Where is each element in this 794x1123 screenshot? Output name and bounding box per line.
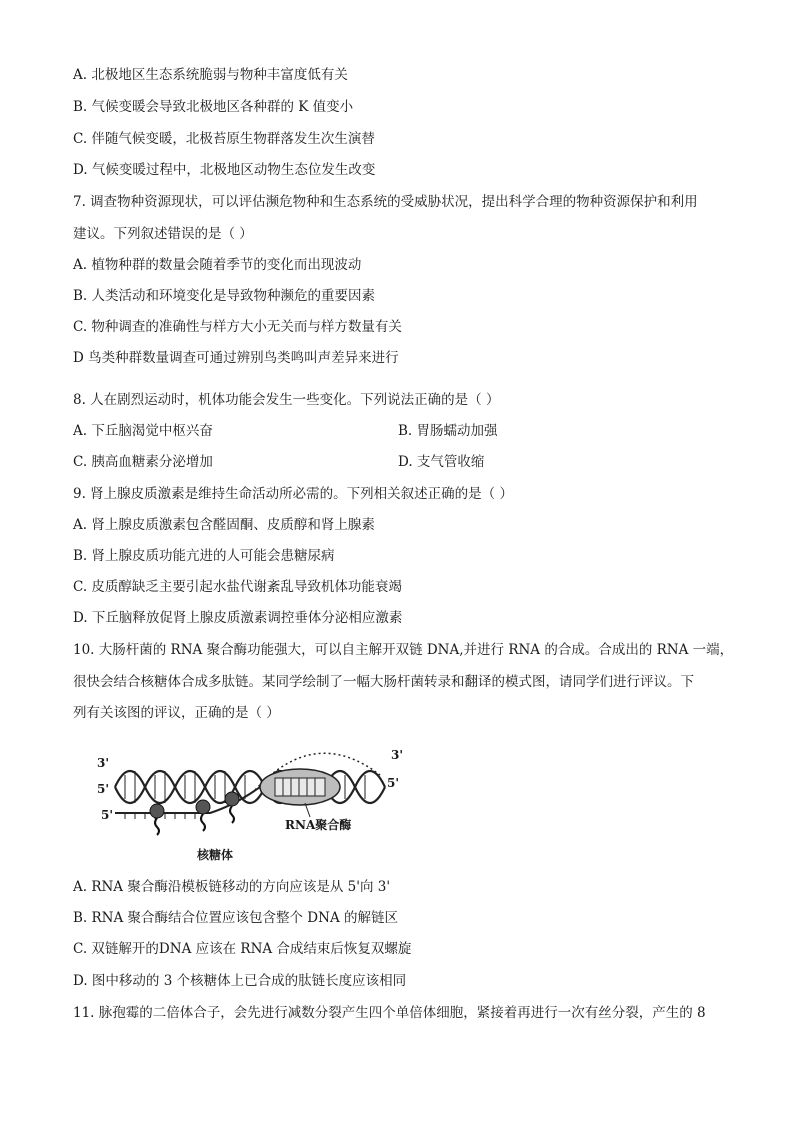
q7-stem-line2: 建议。下列叙述错误的是（ ） [73,226,253,242]
label-3prime-left: 3' [97,756,110,770]
q9-option-c: C. 皮质醇缺乏主要引起水盐代谢紊乱导致机体功能衰竭 [73,579,402,595]
q7-option-c: C. 物种调查的准确性与样方大小无关而与样方数量有关 [73,319,402,335]
q10-stem-line1: 10. 大肠杆菌的 RNA 聚合酶功能强大，可以自主解开双链 DNA,并进行 RNA 的合成。合成出的 RNA 一端， [73,642,734,658]
q9-stem: 9. 肾上腺皮质激素是维持生命活动所必需的。下列相关叙述正确的是（ ） [73,486,513,502]
ribosome-1 [150,804,164,835]
label-5prime-left: 5' [97,782,110,796]
q8-stem: 8. 人在剧烈运动时，机体功能会发生一些变化。下列说法正确的是（ ） [73,392,500,408]
q7-option-a: A. 植物种群的数量会随着季节的变化而出现波动 [73,257,362,273]
q10-option-b: B. RNA 聚合酶结合位置应该包含整个 DNA 的解链区 [73,910,398,926]
q11-stem-line1: 11. 脉孢霉的二倍体合子，会先进行减数分裂产生四个单倍体细胞，紧接着再进行一次有丝分裂，产生的 8 [73,1005,706,1021]
q8-option-c: C. 胰高血糖素分泌增加 [73,454,213,470]
q8-option-a: A. 下丘脑渴觉中枢兴奋 [73,423,213,439]
q9-option-a: A. 肾上腺皮质激素包含醛固酮、皮质醇和肾上腺素 [73,517,375,533]
ribosome-2 [196,800,210,831]
q6-option-b: B. 气候变暖会导致北极地区各种群的 K 值变小 [73,99,354,115]
q7-option-d: D 鸟类种群数量调查可通过辨别鸟类鸣叫声差异来进行 [73,350,399,366]
q10-option-a: A. RNA 聚合酶沿模板链移动的方向应该是从 5'向 3' [73,879,391,895]
label-ribosome: 核糖体 [197,848,234,862]
q9-option-d: D. 下丘脑释放促肾上腺皮质激素调控垂体分泌相应激素 [73,610,403,626]
label-5prime-mrna: 5' [101,808,114,822]
q6-option-c: C. 伴随气候变暖，北极苔原生物群落发生次生演替 [73,131,375,147]
q8-option-d: D. 支气管收缩 [398,454,485,470]
q10-option-d: D. 图中移动的 3 个核糖体上已合成的肽链长度应该相同 [73,973,407,989]
q10-option-c: C. 双链解开的DNA 应该在 RNA 合成结束后恢复双螺旋 [73,941,412,957]
q8-option-b: B. 胃肠蠕动加强 [398,423,498,439]
label-rna-polymerase: RNA聚合酶 [285,818,352,832]
q7-option-b: B. 人类活动和环境变化是导致物种濒危的重要因素 [73,288,376,304]
q10-stem-line3: 列有关该图的评议，正确的是（ ） [73,705,280,721]
q9-option-b: B. 肾上腺皮质功能亢进的人可能会患糖尿病 [73,548,335,564]
q6-option-a: A. 北极地区生态系统脆弱与物种丰富度低有关 [73,67,348,83]
label-3prime-right: 3' [391,748,404,762]
ribosome-3 [225,792,239,823]
transcription-translation-figure [95,735,425,865]
q6-option-d: D. 气候变暖过程中，北极地区动物生态位发生改变 [73,162,376,178]
q10-stem-line2: 很快会结合核糖体合成多肽链。某同学绘制了一幅大肠杆菌转录和翻译的模式图，请同学们进行评议。下 [73,674,694,690]
q7-stem-line1: 7. 调查物种资源现状，可以评估濒危物种和生态系统的受威胁状况，提出科学合理的物种资源保护和利用 [73,194,698,210]
label-5prime-right: 5' [387,776,400,790]
